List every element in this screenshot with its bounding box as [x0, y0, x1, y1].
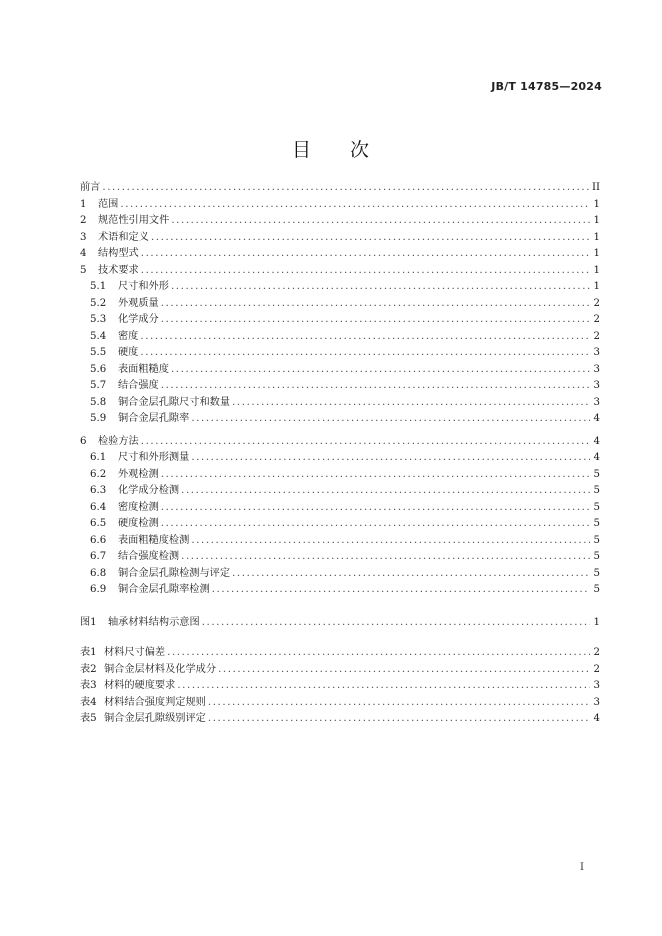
toc-entry-label: 前言 — [80, 182, 101, 193]
toc-entry-label: 化学成分 — [118, 314, 159, 325]
toc-leader-dots — [151, 230, 590, 247]
toc-spacer — [80, 599, 600, 615]
toc-entry-6-3[interactable] — [80, 483, 600, 500]
toc-entry-page: 3 — [593, 696, 600, 708]
toc-leader-dots — [208, 695, 590, 712]
page-title-char-1: 目 — [291, 139, 312, 161]
toc-leader-dots — [141, 434, 590, 451]
toc-entry-page: 5 — [593, 551, 600, 562]
toc-entry-number: 5 — [80, 264, 87, 276]
toc-entry-label: 密度 — [118, 330, 139, 342]
toc-leader-dots — [161, 378, 590, 395]
toc-entry-number: 表3 — [80, 680, 97, 691]
toc-entry-label: 铜合金层材料及化学成分 — [104, 663, 217, 675]
toc-entry-foreword[interactable] — [80, 180, 600, 197]
toc-entry-page: 4 — [593, 435, 600, 447]
toc-entry-page: 3 — [593, 363, 600, 375]
toc-entry-page: 4 — [593, 452, 600, 463]
toc-entry-6-8[interactable] — [80, 566, 600, 583]
toc-entry-page: 1 — [593, 248, 600, 259]
toc-entry-number: 2 — [80, 215, 87, 226]
toc-entry-number: 5.9 — [90, 413, 107, 424]
toc-entry-page: 1 — [593, 264, 600, 276]
toc-entry-label: 密度检测 — [118, 501, 159, 513]
toc-entry-number: 6.2 — [90, 468, 107, 480]
toc-entry-table-3[interactable] — [80, 678, 600, 695]
toc-entry-page: 1 — [593, 198, 600, 210]
toc-entry-6-1[interactable] — [80, 450, 600, 467]
toc-entry-label: 材料结合强度判定规则 — [104, 696, 206, 708]
toc-entry-number: 5.5 — [90, 347, 107, 358]
toc-entry-label: 铜合金层孔隙级别评定 — [104, 713, 206, 724]
toc-entry-number: 表2 — [80, 663, 97, 675]
toc-entry-label: 材料尺寸偏差 — [104, 647, 166, 658]
toc-leader-dots — [141, 263, 590, 280]
toc-entry-page: 3 — [593, 680, 600, 691]
toc-entry-6-6[interactable] — [80, 533, 600, 550]
toc-entry-page: 2 — [593, 647, 600, 658]
toc-entry-label: 范围 — [98, 198, 119, 210]
toc-entry-5-1[interactable] — [80, 279, 600, 296]
toc-entry-chapter-6[interactable] — [80, 434, 600, 451]
toc-entry-label: 尺寸和外形测量 — [118, 452, 190, 463]
toc-entry-label: 铜合金层孔隙检测与评定 — [118, 567, 231, 579]
toc-entry-number: 6.9 — [90, 584, 107, 595]
toc-entry-page: 1 — [593, 215, 600, 226]
toc-entry-page: 1 — [593, 231, 600, 243]
toc-entry-page: 4 — [593, 713, 600, 724]
document-code: JB/T 14785—2024 — [491, 80, 602, 93]
toc-entry-label: 材料的硬度要求 — [104, 680, 176, 691]
toc-entry-5-4[interactable] — [80, 329, 600, 346]
toc-entry-page: 3 — [593, 380, 600, 391]
toc-entry-number: 5.8 — [90, 396, 107, 408]
toc-leader-dots — [171, 279, 590, 296]
toc-entry-table-5[interactable] — [80, 711, 600, 728]
toc-entry-chapter-5[interactable] — [80, 263, 600, 280]
toc-entry-6-4[interactable] — [80, 500, 600, 517]
toc-entry-page: 4 — [593, 413, 600, 424]
toc-entry-number: 5.4 — [90, 330, 107, 342]
toc-entry-label: 外观检测 — [118, 468, 159, 480]
page-title — [0, 135, 662, 162]
toc-entry-5-8[interactable] — [80, 395, 600, 412]
toc-leader-dots — [232, 395, 590, 412]
toc-entry-label: 检验方法 — [98, 435, 139, 447]
toc-entry-number: 6.5 — [90, 518, 107, 529]
toc-entry-label: 结构型式 — [98, 248, 139, 259]
toc-entry-table-1[interactable] — [80, 645, 600, 662]
toc-entry-number: 4 — [80, 248, 87, 259]
toc-entry-label: 表面粗糙度 — [118, 363, 169, 375]
toc-leader-dots — [102, 180, 590, 197]
toc-leader-dots — [177, 678, 590, 695]
toc-leader-dots — [161, 500, 590, 517]
toc-leader-dots — [202, 615, 590, 632]
toc-leader-dots — [171, 362, 590, 379]
toc-entry-figure-1[interactable] — [80, 615, 600, 632]
toc-leader-dots — [191, 411, 590, 428]
toc-entry-page: 1 — [593, 616, 600, 628]
toc-entry-6-2[interactable] — [80, 467, 600, 484]
toc-spacer — [80, 631, 600, 645]
toc-entry-6-7[interactable] — [80, 549, 600, 566]
toc-entry-5-5[interactable] — [80, 345, 600, 362]
toc-entry-number: 图1 — [80, 616, 97, 628]
toc-entry-page: 5 — [593, 518, 600, 529]
toc-entry-5-7[interactable] — [80, 378, 600, 395]
toc-entry-number: 6.8 — [90, 567, 107, 579]
toc-entry-number: 5.1 — [90, 281, 107, 292]
toc-entry-number: 5.3 — [90, 314, 107, 325]
toc-entry-page: 5 — [593, 567, 600, 579]
toc-leader-dots — [181, 549, 590, 566]
toc-entry-5-2[interactable] — [80, 296, 600, 313]
toc-entry-number: 表1 — [80, 647, 97, 658]
toc-entry-label: 铜合金层孔隙率 — [118, 413, 190, 424]
toc-leader-dots — [212, 582, 590, 599]
toc-entry-chapter-1[interactable] — [80, 197, 600, 214]
toc-entry-6-5[interactable] — [80, 516, 600, 533]
toc-entry-5-3[interactable] — [80, 312, 600, 329]
toc-entry-number: 6.4 — [90, 501, 107, 513]
toc-entry-label: 化学成分检测 — [118, 485, 180, 496]
toc-leader-dots — [161, 312, 590, 329]
toc-entry-label: 术语和定义 — [98, 231, 149, 243]
toc-entry-page: 5 — [593, 501, 600, 513]
toc-entry-chapter-3[interactable] — [80, 230, 600, 247]
toc-entry-page: 2 — [593, 330, 600, 342]
toc-entry-page: 5 — [593, 534, 600, 546]
toc-leader-dots — [167, 645, 590, 662]
toc-entry-label: 规范性引用文件 — [98, 215, 170, 226]
toc-entry-5-9[interactable] — [80, 411, 600, 428]
toc-entry-number: 6.7 — [90, 551, 107, 562]
toc-entry-page: 2 — [593, 314, 600, 325]
toc-entry-number: 5.6 — [90, 363, 107, 375]
toc-entry-label: 硬度检测 — [118, 518, 159, 529]
toc-entry-number: 6.3 — [90, 485, 107, 496]
toc-entry-table-2[interactable] — [80, 662, 600, 679]
toc-entry-page: 2 — [593, 663, 600, 675]
toc-entry-page: 5 — [593, 485, 600, 496]
toc-entry-number: 3 — [80, 231, 87, 243]
toc-entry-table-4[interactable] — [80, 695, 600, 712]
toc-leader-dots — [120, 197, 590, 214]
toc-entry-label: 铜合金层孔隙尺寸和数量 — [118, 396, 231, 408]
toc-leader-dots — [140, 345, 590, 362]
toc-entry-page: 2 — [593, 297, 600, 309]
toc-entry-number: 5.2 — [90, 297, 107, 309]
toc-entry-number: 1 — [80, 198, 87, 210]
toc-entry-page: 1 — [593, 281, 600, 292]
toc-entry-label: 尺寸和外形 — [118, 281, 169, 292]
toc-entry-page: 3 — [593, 347, 600, 358]
toc-entry-5-6[interactable] — [80, 362, 600, 379]
toc-entry-page: 3 — [593, 396, 600, 408]
toc-entry-chapter-4[interactable] — [80, 246, 600, 263]
toc-entry-label: 铜合金层孔隙率检测 — [118, 584, 210, 595]
toc-leader-dots — [232, 566, 590, 583]
page-title-char-2: 次 — [350, 139, 371, 161]
toc-entry-label: 结合强度检测 — [118, 551, 180, 562]
toc-entry-number: 表5 — [80, 713, 97, 724]
toc-entry-number: 6.6 — [90, 534, 107, 546]
toc-entry-number: 6.1 — [90, 452, 107, 463]
toc-entry-page: 5 — [593, 468, 600, 480]
toc-leader-dots — [161, 296, 590, 313]
toc-entry-number: 5.7 — [90, 380, 107, 391]
toc-entry-label: 结合强度 — [118, 380, 159, 391]
toc-entry-label: 技术要求 — [98, 264, 139, 276]
toc-leader-dots — [161, 516, 590, 533]
table-of-contents — [80, 180, 600, 728]
toc-leader-dots — [140, 329, 590, 346]
toc-entry-chapter-2[interactable] — [80, 213, 600, 230]
toc-leader-dots — [141, 246, 590, 263]
toc-entry-6-9[interactable] — [80, 582, 600, 599]
toc-entry-label: 外观质量 — [118, 297, 159, 309]
toc-leader-dots — [171, 213, 590, 230]
toc-entry-label: 轴承材料结构示意图 — [108, 616, 200, 628]
toc-entry-page: 5 — [593, 584, 600, 595]
toc-entry-label: 表面粗糙度检测 — [118, 534, 190, 546]
toc-leader-dots — [181, 483, 590, 500]
toc-leader-dots — [191, 533, 590, 550]
toc-leader-dots — [161, 467, 590, 484]
toc-leader-dots — [218, 662, 590, 679]
page-number: I — [580, 862, 584, 873]
toc-entry-number: 表4 — [80, 696, 97, 708]
toc-entry-page: II — [591, 182, 600, 193]
toc-entry-number: 6 — [80, 435, 87, 447]
toc-leader-dots — [191, 450, 590, 467]
toc-entry-label: 硬度 — [118, 347, 139, 358]
toc-leader-dots — [208, 711, 590, 728]
